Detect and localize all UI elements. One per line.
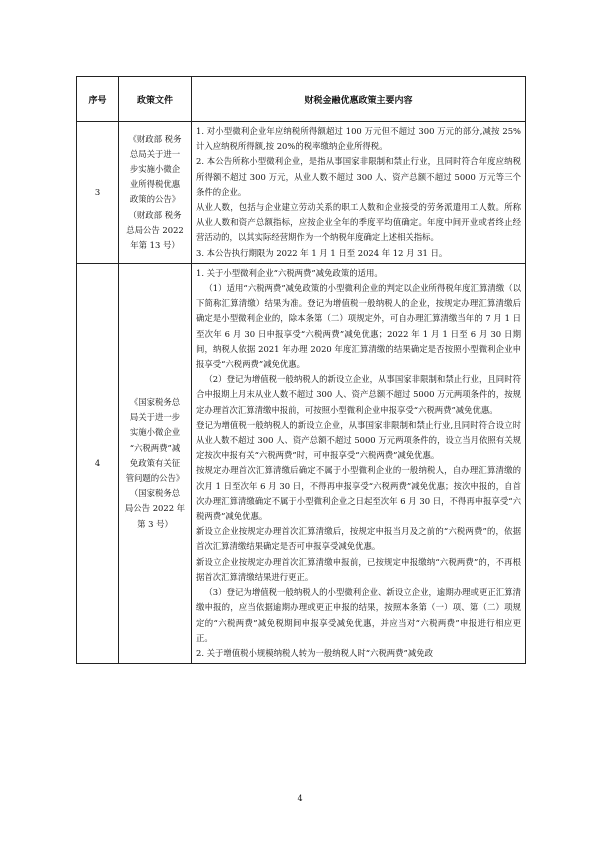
content-paragraph: 2. 关于增值税小规模纳税人转为一般纳税人时“六税两费”减免政: [196, 647, 433, 658]
page-number: 4: [297, 794, 303, 803]
doc-line: 业所得税优惠: [129, 179, 181, 190]
doc-line: 《国家税务总: [129, 397, 181, 408]
doc-line: 管问题的公告》: [125, 473, 185, 484]
content-paragraph: （2）登记为增值税一般纳税人的新设立企业，从事国家非限制和禁止行业，且同时符合申报期上月末从业人数不超过 300 人、资产总额不超过 5000 万元两项条件的，按规定办理首次汇算清缴申报前，可按照小型微利企业申报享受“六税两费”减免优惠。: [196, 374, 521, 415]
content-paragraph: 新设立企业按规定办理首次汇算清缴申报前，已按规定申报缴纳“六税两费”的，不再根据首次汇算清缴结果进行更正。: [196, 556, 521, 582]
doc-line: 总局关于进一: [129, 148, 181, 159]
doc-line: （财政部 税务: [128, 209, 182, 220]
row-content: [192, 263, 526, 663]
doc-line: “六税两费”减: [129, 442, 181, 453]
content-paragraph: 1. 关于小型微利企业“六税两费”减免政策的适用。: [196, 267, 383, 278]
row-seq: 4: [77, 263, 119, 663]
content-paragraph: 从业人数，包括与企业建立劳动关系的职工人数和企业接受的劳务派遣用工人数。所称从业人数和资产总额指标，应按企业全年的季度平均值确定。年度中间开业或者终止经营活动的，以其实际经营期作为一个纳税年度确定上述相关指标。: [196, 202, 521, 243]
doc-line: 总局公告 2022: [126, 224, 184, 235]
doc-line: 政策的公告》: [129, 194, 181, 205]
content-paragraph: 登记为增值税一般纳税人的新设立企业，从事国家非限制和禁止行业,且同时符合设立时从业人数不超过 300 人、资产总额不超过 5000 万元两项条件的，设立当月依照有关规定按次申报有关“六税两费”时，可申报享受“六税两费”减免优惠。: [196, 419, 521, 461]
content-paragraph: 按规定办理首次汇算清缴后确定不属于小型微利企业的一般纳税人，自办理汇算清缴的次月 1 日至次年 6 月 30 日，不得再申报享受“六税两费”减免优惠；按次申报的，自首次办理汇算清缴确定不属于小型微利企业之日起至次年 6 月 30 日，不得再申报享受“六税两费”减免优惠。: [196, 465, 521, 522]
header-content: 财税金融优惠政策主要内容: [192, 77, 526, 122]
header-seq: 序号: [77, 77, 119, 122]
doc-line: 免政策有关征: [129, 457, 181, 468]
doc-line: 局公告 2022 年: [124, 503, 186, 514]
doc-line: 年第 13 号）: [130, 240, 180, 251]
content-paragraph: 1. 对小型微利企业年应纳税所得额超过 100 万元但不超过 300 万元的部分,减按 25%计入应纳税所得额,按 20%的税率缴纳企业所得税。: [196, 126, 521, 152]
content-paragraph: 2. 本公告所称小型微利企业，是指从事国家非限制和禁止行业，且同时符合年度应纳税所得额不超过 300 万元，从业人数不超过 300 人、资产总额不超过 5000 万元等三个条件的企业。: [196, 156, 521, 197]
content-paragraph: 3. 本公告执行期限为 2022 年 1 月 1 日至 2024 年 12 月 31 日。: [196, 247, 448, 258]
header-doc: 政策文件: [119, 77, 192, 122]
doc-line: 《财政部 税务: [128, 133, 182, 144]
doc-line: 步实施小微企: [129, 164, 181, 174]
content-paragraph: （1）适用“六税两费”减免政策的小型微利企业的判定以企业所得税年度汇算清缴（以下简称汇算清缴）结果为准。登记为增值税一般纳税人的企业，按规定办理汇算清缴后确定是小型微利企业的，除本条第（二）项规定外，可自办理汇算清缴当年的 7 月 1 日至次年 6 月 30 日申报享受“六税两费”减免优惠；2022 年 1 月 1 日至 6 月 30 日期间，纳税人依据 2021 年办理 2020 年度汇算清缴的结果确定是否按照小型微利企业申报享受“六税两费”减免优惠。: [196, 283, 521, 370]
doc-line: 局关于进一步: [129, 412, 181, 423]
doc-line: 第 3 号）: [137, 518, 173, 529]
row-seq: 3: [77, 122, 119, 264]
content-paragraph: （3）登记为增值税一般纳税人的小型微利企业、新设立企业，逾期办理或更正汇算清缴申报的，应当依据逾期办理或更正申报的结果，按照本条第（一）项、第（二）项规定的“六税两费”减免税期间申报享受减免优惠，并应当对“六税两费”申报进行相应更正。: [196, 587, 521, 643]
content-paragraph: 新设立企业按规定办理首次汇算清缴后，按规定申报当月及之前的“六税两费”的，依据首次汇算清缴结果确定是否可申报享受减免优惠。: [196, 526, 521, 552]
doc-line: （国家税务总: [129, 488, 181, 499]
table-row: [77, 263, 526, 663]
table-row: [77, 122, 526, 264]
row-doc: [119, 263, 192, 663]
row-content: [192, 122, 526, 264]
table-header-row: [77, 77, 526, 122]
doc-line: 实施小微企业: [129, 427, 181, 438]
row-doc: [119, 122, 192, 264]
policy-table: [76, 76, 526, 664]
